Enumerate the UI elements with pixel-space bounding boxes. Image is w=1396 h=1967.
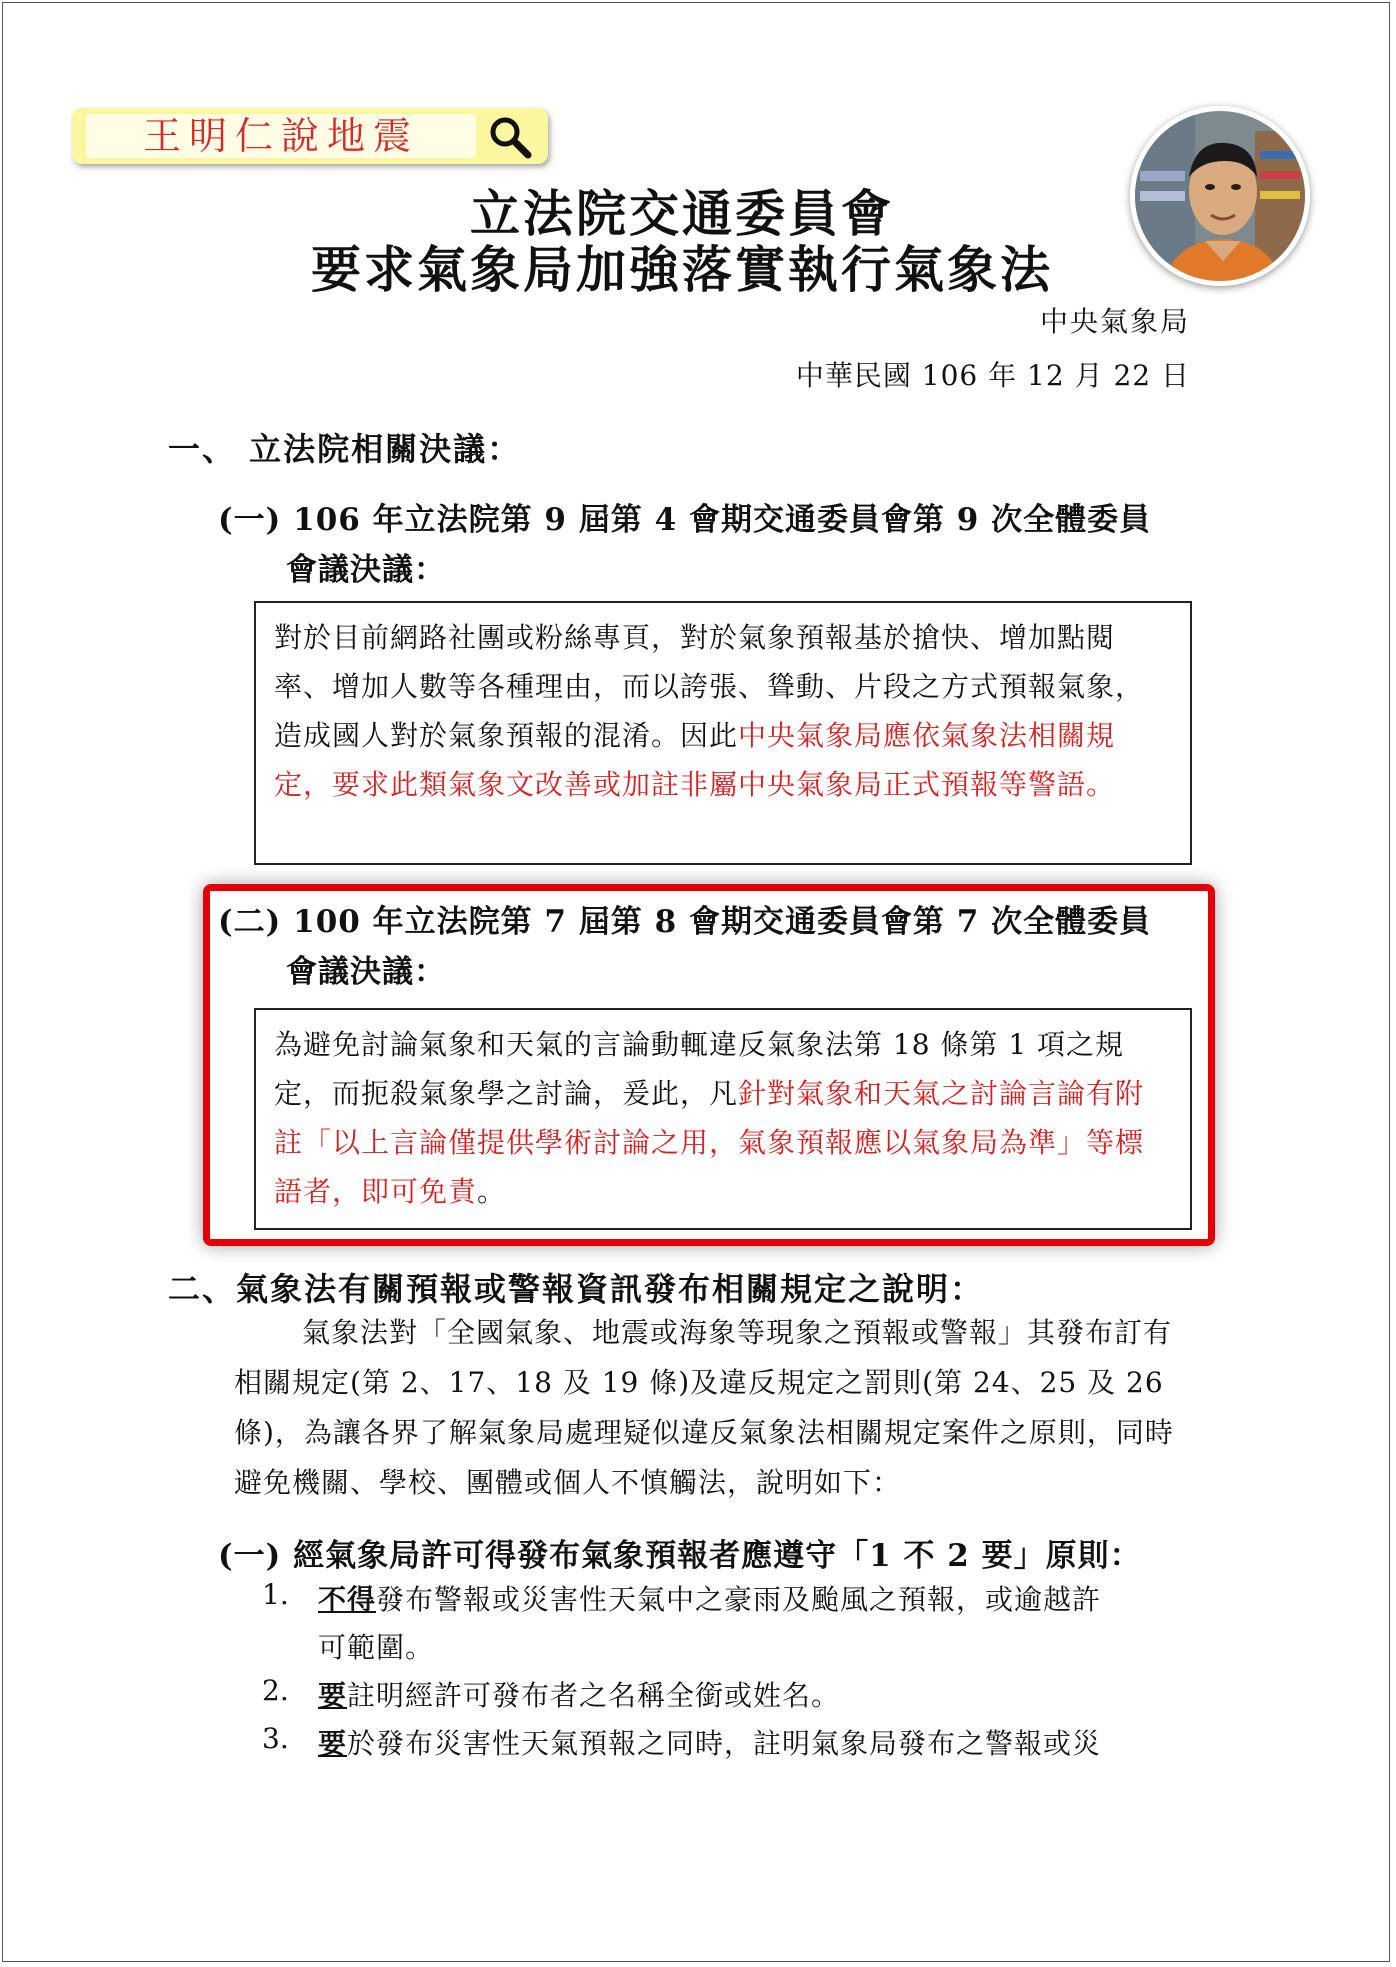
list-item-3-text: 於發布災害性天氣預報之同時，註明氣象局發布之警報或災 [347, 1727, 1102, 1760]
document-title-line2: 要求氣象局加強落實執行氣象法 [311, 240, 1053, 299]
section2-sub1-heading: (一) 經氣象局許可得發布氣象預報者應遵守「1 不 2 要」原則： [218, 1538, 1142, 1574]
section2-paragraph: 氣象法對「全國氣象、地震或海象等現象之預報或警報」其發布訂有相關規定(第 2、17、18 及 19 條)及違反規定之罰則(第 24、25 及 26 條)，為讓各界了解氣象局處理疑似違反氣象法相關規定案件之原則，同時避免機關、學校、團體或個人不慎觸法，說明如下： [234, 1316, 1174, 1499]
list-item-1-cont: 可範圍。 [318, 1631, 435, 1664]
resolution-1-end: 。 [1086, 768, 1116, 801]
section1-sub2-heading: (二) 100 年立法院第 7 屆第 8 會期交通委員會第 7 次全體委員 [218, 904, 1152, 940]
list-item-1-text: 發布警報或災害性天氣中之豪雨及颱風之預報，或逾越許 [376, 1583, 1102, 1616]
search-icon [486, 114, 534, 160]
resolution-2-emphasis: 針對氣象和天氣之討論言論有附註「以上言論僅提供學術討論之用，氣象預報應以氣象局為準」等標語者，即可免責 [274, 1077, 1145, 1208]
list-item-2 [318, 1672, 840, 1720]
section2-heading: 二、氣象法有關預報或警報資訊發布相關規定之說明： [168, 1270, 985, 1308]
resolution-1-text: 對於目前網路社團或粉絲專頁，對於氣象預報基於搶快、增加點閱率、增加人數等各種理由，而以誇張、聳動、片段之方式預報氣象，造成國人對於氣象預報的混淆。因此 [274, 621, 1145, 752]
list-item-1-key: 不得 [318, 1583, 377, 1616]
list-item-3-number: 3. [262, 1722, 289, 1755]
document-title-line1: 立法院交通委員會 [470, 184, 894, 243]
list-item-2-text: 註明經許可發布者之名稱全銜或姓名。 [347, 1679, 841, 1712]
list-item-3-key: 要 [318, 1727, 348, 1760]
list-item-1-number: 1. [262, 1578, 289, 1611]
list-item-1 [318, 1576, 1101, 1624]
search-badge-field [86, 114, 476, 158]
search-badge [72, 108, 548, 164]
issuing-organization: 中央氣象局 [1039, 305, 1190, 338]
list-item-2-number: 2. [262, 1674, 289, 1707]
resolution-2-end: 。 [477, 1175, 507, 1208]
document-date: 中華民國 106 年 12 月 22 日 [795, 359, 1190, 392]
section1-sub2-heading-cont: 會議決議： [286, 954, 446, 990]
search-badge-text: 王明仁說地震 [142, 114, 419, 158]
section1-sub1-heading: (一) 106 年立法院第 9 屆第 4 會期交通委員會第 9 次全體委員 [218, 502, 1152, 538]
list-item-3 [318, 1720, 1101, 1768]
resolution-box-1 [254, 601, 1192, 865]
section1-heading: 一、 立法院相關決議： [168, 430, 522, 468]
resolution-1-emphasis: 中央氣象局應依氣象法相關規定，要求此類氣象文改善或加註非屬中央氣象局正式預報等警語 [274, 719, 1116, 801]
resolution-box-2 [254, 1008, 1192, 1230]
section1-sub1-heading-cont: 會議決議： [286, 552, 446, 588]
list-item-2-key: 要 [318, 1679, 348, 1712]
resolution-2-text: 為避免討論氣象和天氣的言論動輒違反氣象法第 18 條第 1 項之規定，而扼殺氣象學之討論，爰此，凡 [274, 1028, 1125, 1110]
